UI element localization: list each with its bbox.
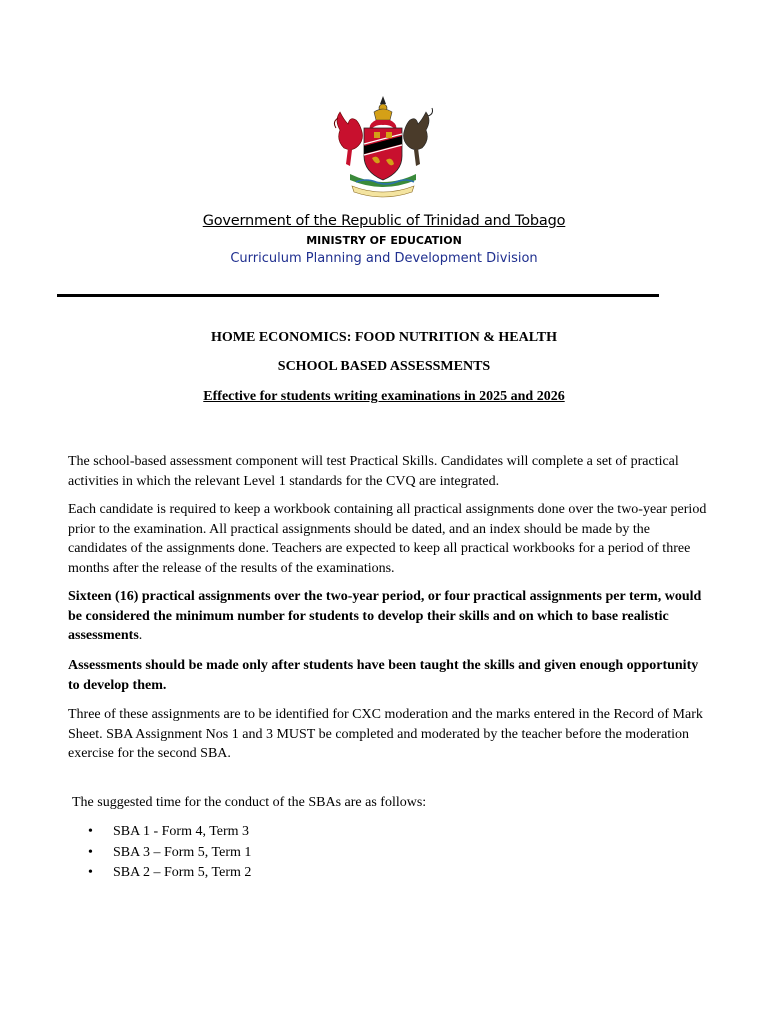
list-item-text: SBA 2 – Form 5, Term 2 (113, 865, 252, 880)
assessment-title: SCHOOL BASED ASSESSMENTS (277, 359, 491, 374)
header-divider (57, 294, 659, 297)
list-item (88, 863, 251, 884)
list-item (88, 822, 251, 843)
paragraph-workbook: Each candidate is required to keep a workbook containing all practical assignments done over the two-year period prior to the examination. All practical assignments should be dated, and an index should be made by the candidates of the assignments done. Teachers are expected to keep all practical workbooks for a period of three months after the release of the results of the examinations. (68, 502, 707, 576)
minimum-assignments-period: . (138, 628, 143, 643)
minimum-assignments-bold-text: Sixteen (16) practical assignments over the two-year period, or four practical assignments per term, would be considered the minimum number for students to develop their skills and on which to base realistic assessments (68, 589, 702, 643)
bullet-icon: • (88, 865, 93, 880)
list-item-text: SBA 3 – Form 5, Term 1 (113, 844, 252, 860)
government-heading: Government of the Republic of Trinidad and Tobago (202, 213, 566, 229)
effective-date-title: Effective for students writing examinations in 2025 and 2026 (203, 389, 565, 404)
paragraph-assessment-timing: Assessments should be made only after students have been taught the skills and given enough opportunity to develop them. (68, 658, 699, 693)
paragraph-practical-skills: The school-based assessment component will test Practical Skills. Candidates will complete a set of practical activities in which the relevant Level 1 standards for the CVQ are integrated. (68, 454, 679, 489)
ministry-heading: MINISTRY OF EDUCATION (306, 234, 462, 247)
sba-schedule-list (88, 822, 251, 884)
paragraph-moderation: Three of these assignments are to be identified for CXC moderation and the marks entered in the Record of Mark Sheet. SBA Assignment Nos 1 and 3 MUST be completed and moderated by the teacher before the moderation exercise for the second SBA. (68, 707, 703, 761)
list-item-text: SBA 1 - Form 4, Term 3 (113, 824, 250, 839)
bullet-icon: • (88, 824, 93, 839)
coat-of-arms-icon (330, 94, 436, 198)
division-heading: Curriculum Planning and Development Division (230, 251, 538, 266)
bullet-icon: • (88, 844, 93, 860)
subject-title: HOME ECONOMICS: FOOD NUTRITION & HEALTH (210, 330, 557, 345)
paragraph-suggested-time: The suggested time for the conduct of the SBAs are as follows: (72, 795, 427, 810)
paragraph-minimum-assignments (68, 587, 708, 646)
list-item (88, 843, 251, 864)
